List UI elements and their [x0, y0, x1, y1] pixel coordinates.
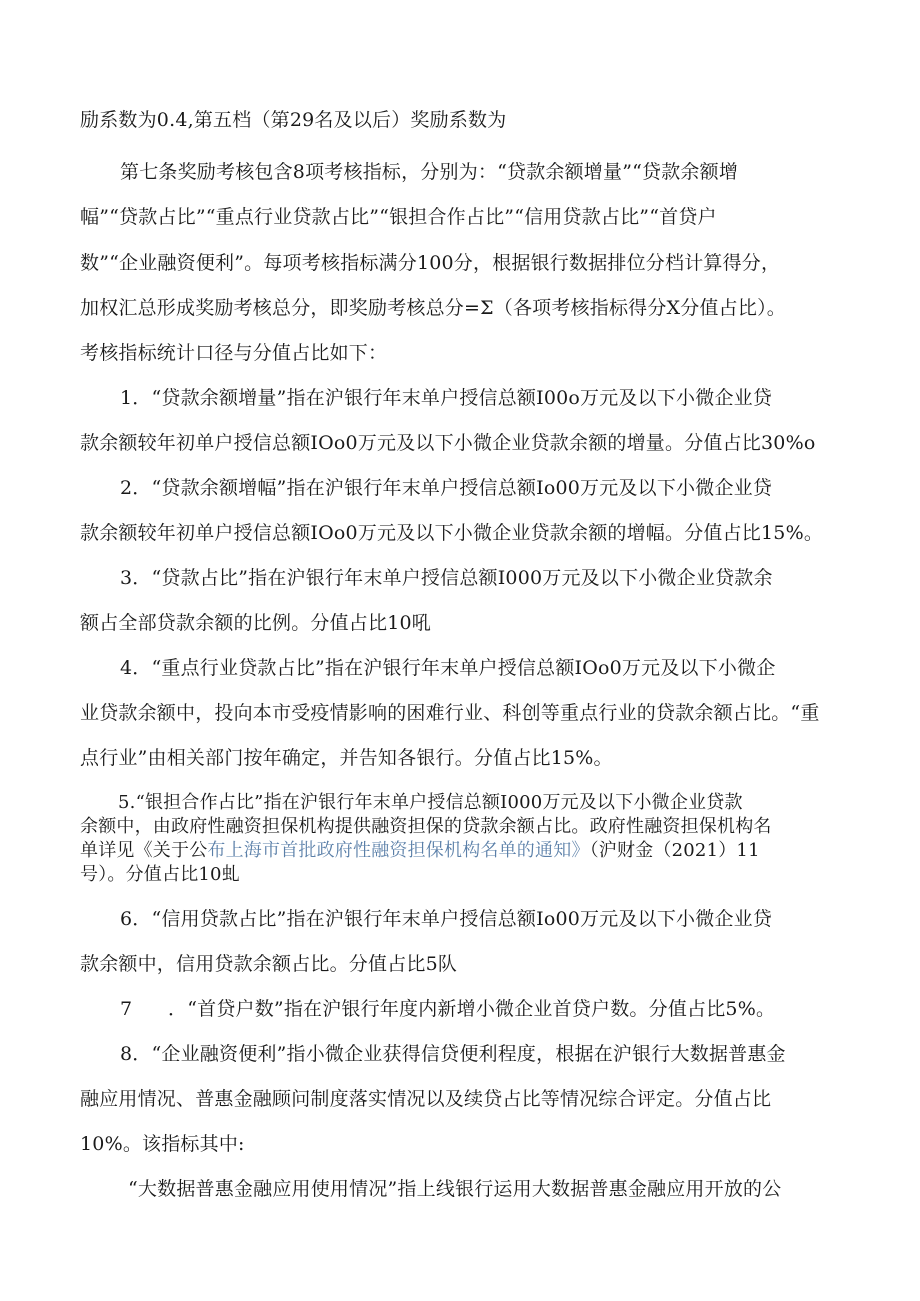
- item-8-line: 8．“企业融资便利”指小微企业获得信贷便利程度，根据在沪银行大数据普惠金: [120, 1043, 786, 1065]
- text-line: 加权汇总形成奖励考核总分，即奖励考核总分=Σ（各项考核指标得分X分值占比）。: [80, 297, 786, 319]
- text-line: “大数据普惠金融应用使用情况”指上线银行运用大数据普惠金融应用开放的公: [128, 1178, 782, 1200]
- text-line: 号）。分值占比10虬: [80, 864, 240, 885]
- text-line: [80, 840, 760, 862]
- item-1-line: 1．“贷款余额增量”指在沪银行年末单户授信总额I00o万元及以下小微企业贷: [120, 387, 773, 409]
- text-line: 额占全部贷款余额的比例。分值占比10吼: [80, 612, 431, 634]
- article-7-heading-line: 第七条奖励考核包含8项考核指标，分别为：“贷款余额增量”“贷款余额增: [120, 161, 739, 183]
- item-5-line: 5.“银担合作占比”指在沪银行年末单户授信总额I000万元及以下小微企业贷款: [118, 792, 743, 813]
- item-2-line: 2．“贷款余额增幅”指在沪银行年末单户授信总额Io00万元及以下小微企业贷: [120, 477, 773, 499]
- text-line: 款余额较年初单户授信总额IOo0万元及以下小微企业贷款余额的增幅。分值占比15%。: [80, 522, 824, 544]
- text-segment: 单详见《关于公: [80, 840, 208, 861]
- text-line: 融应用情况、普惠金融顾问制度落实情况以及续贷占比等情况综合评定。分值占比: [80, 1088, 772, 1110]
- item-7-number: 7: [120, 998, 133, 1020]
- notice-link[interactable]: 布上海市首批政府性融资担保机构名单的通知》: [207, 840, 590, 861]
- item-7-line: ．“首贷户数”指在沪银行年度内新增小微企业首贷户数。分值占比5%。: [168, 998, 776, 1020]
- text-line: 业贷款余额中，投向本市受疫情影响的困难行业、科创等重点行业的贷款余额占比。“重: [80, 702, 820, 724]
- text-line: 考核指标统计口径与分值占比如下：: [80, 342, 388, 364]
- text-line: 10%。该指标其中:: [80, 1133, 245, 1155]
- item-4-line: 4．“重点行业贷款占比”指在沪银行年末单户授信总额IOo0万元及以下小微企: [120, 657, 776, 679]
- text-segment: （沪财金（2021）11: [589, 840, 760, 861]
- text-line: 款余额较年初单户授信总额IOo0万元及以下小微企业贷款余额的增量。分值占比30%o: [80, 432, 816, 454]
- text-line: 励系数为0.4,第五档（第29名及以后）奖励系数为: [80, 109, 507, 131]
- item-3-line: 3．“贷款占比”指在沪银行年末单户授信总额I000万元及以下小微企业贷款余: [120, 567, 773, 589]
- text-line: 余额中，由政府性融资担保机构提供融资担保的贷款余额占比。政府性融资担保机构名: [80, 816, 772, 837]
- text-line: 点行业”由相关部门按年确定，并告知各银行。分值占比15%。: [80, 747, 613, 769]
- text-line: 款余额中，信用贷款余额占比。分值占比5队: [80, 953, 458, 975]
- item-6-line: 6．“信用贷款占比”指在沪银行年末单户授信总额Io00万元及以下小微企业贷: [120, 908, 773, 930]
- text-line: 数”“企业融资便利”。每项考核指标满分100分，根据银行数据排位分档计算得分，: [80, 252, 781, 274]
- text-line: 幅”“贷款占比”“重点行业贷款占比”“银担合作占比”“信用贷款占比”“首贷户: [80, 206, 717, 228]
